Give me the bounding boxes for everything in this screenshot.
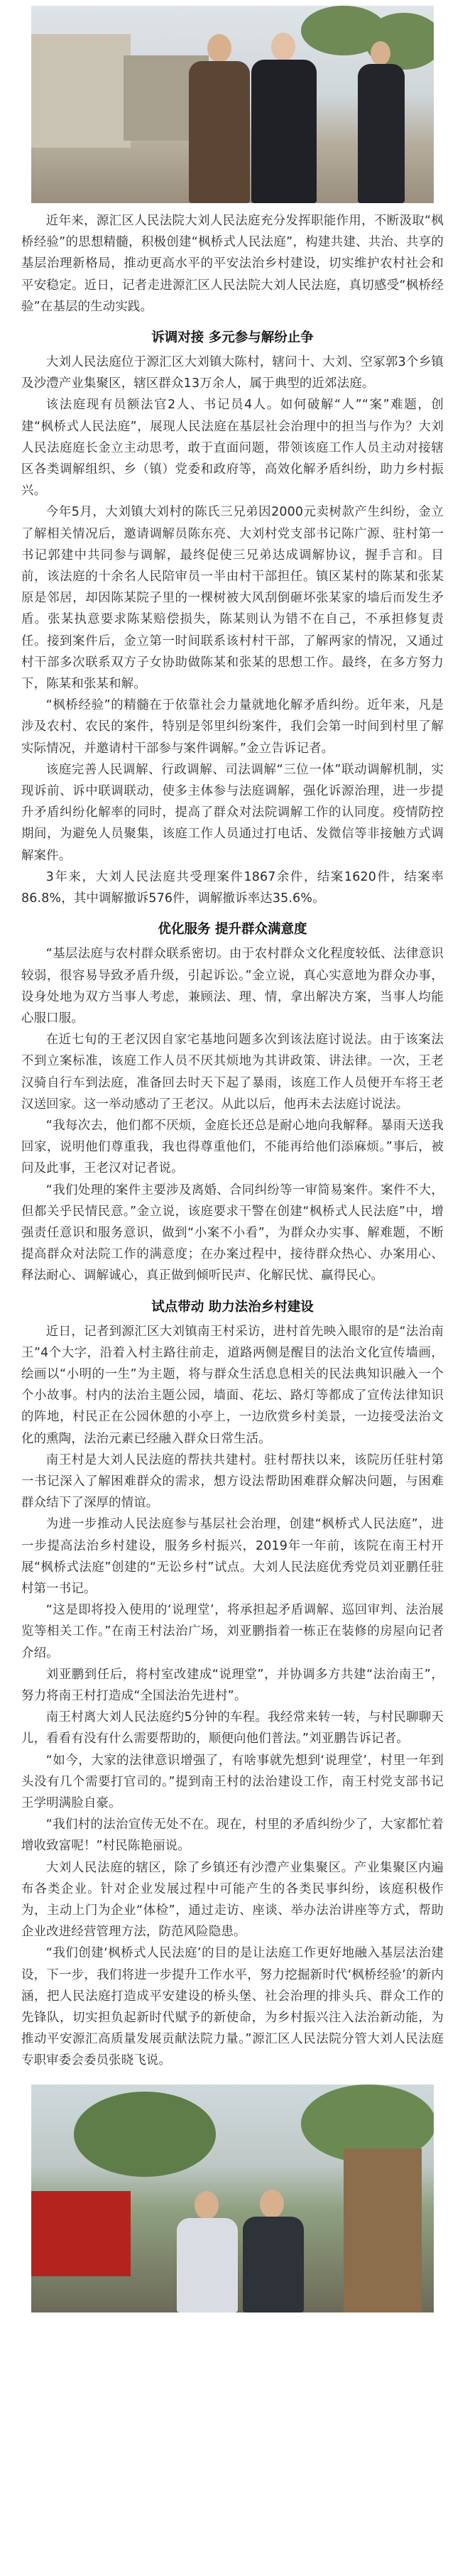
bottom-photo xyxy=(31,2085,434,2313)
paragraph: “我们创建‘枫桥式人民法庭’的目的是让法庭工作更好地融入基层法治建设，下一步，我们将进一步提升工作水平，努力挖掘新时代‘枫桥经验’的新内涵，把人民法庭打造成平安建设的桥头堡、社会治理的排头兵、群众工作的先锋队，切实担负起新时代赋予的新使命，为乡村振兴注入法治新动能，为推动平安源汇高质量发展贡献法院力量。”源汇区人民法院分管大刘人民法庭专职审委会委员张晓飞说。 xyxy=(21,1946,444,2068)
paragraph: “我们村的法治宣传无处不在。现在，村里的矛盾纠纷少了，大家都忙着增收致富呢！”村民陈艳丽说。 xyxy=(21,1817,444,1854)
paragraph: 大刘人民法庭的辖区，除了乡镇还有沙澧产业集聚区。产业集聚区内遍布各类企业。针对企业发展过程中可能产生的各类民事纠纷，该庭积极作为，主动上门为企业“体检”，通过走访、座谈、举办法治讲座等方式，帮助企业改进经营管理方法，防范风险隐患。 xyxy=(21,1860,444,1940)
top-photo xyxy=(31,6,434,203)
paragraph: 在近七旬的王老汉因自家宅基地问题多次到该法庭讨说法。由于该案法不到立案标准，该庭工作人员不厌其烦地为其讲政策、讲法律。一次，王老汉骑自行车到法庭，准备回去时天下起了暴雨，该庭工作人员便开车将王老汉送回家。这一举动感动了王老汉。从此以后，他再未去法庭讨说法。 xyxy=(21,1033,444,1112)
article-page xyxy=(0,6,465,2576)
paragraph: 刘亚鹏到任后，将村室改建成“说理堂”，并协调多方共建“法治南王”，努力将南王村打造成“全国法治先进村”。 xyxy=(21,1667,444,1703)
paragraph: 该庭完善人民调解、行政调解、司法调解“三位一体”联动调解机制，实现诉前、诉中联调联动，使多主体参与法庭调解，强化诉源治理，进一步提升矛盾纠纷化解率的同时，提高了群众对法院调解工作的认同度。疫情防控期间，为避免人员聚集，该庭工作人员通过打电话、发微信等非接触方式调解案件。 xyxy=(21,762,444,863)
paragraph: 南王村离大刘人民法庭约5分钟的车程。我经常来转一转，与村民聊聊天儿，看看有没有什么需要帮助的，顺便向他们普法。”刘亚鹏告诉记者。 xyxy=(21,1710,444,1746)
paragraph: “枫桥经验”的精髓在于依靠社会力量就地化解矛盾纠纷。近年来，凡是涉及农村、农民的案件，特别是邻里纠纷案件，我们会第一时间到村里了解实际情况，并邀请村干部参与案件调解。”金立告诉记者。 xyxy=(21,698,444,756)
paragraph: 南王村是大刘人民法庭的帮扶共建村。驻村帮扶以来，该院历任驻村第一书记深入了解困难群众的需求，想方设法帮助困难群众解决问题，与困难群众结下了深厚的情谊。 xyxy=(21,1452,444,1511)
paragraph: “如今，大家的法律意识增强了，有啥事就先想到‘说理堂’，村里一年到头没有几个需要打官司的。”提到南王村的法治建设工作，南王村党支部书记王学明满脸自豪。 xyxy=(21,1753,444,1811)
paragraph: 今年5月，大刘镇大刘村的陈氏三兄弟因2000元卖树款产生纠纷，金立了解相关情况后，邀请调解员陈东亮、大刘村党支部书记陈广源、驻村第一书记郭建中共同参与调解，最终促使三兄弟达成调解协议，握手言和。目前，该法庭的十余名人民陪审员一半由村干部担任。镇区某村的陈某和张某原是邻居，却因陈某院子里的一棵树被大风刮倒砸坏张某家的墙后而发生矛盾。张某执意要求陈某赔偿损失，陈某则认为错不在自己，不承担修复责任。接到案件后，金立第一时间联系该村村干部，了解两家的情况，又通过村干部多次联系双方子女协助做陈某和张某的思想工作。最终，在多方努力下，陈某和张某和解。 xyxy=(21,505,444,692)
paragraph: 近日，记者到源汇区大刘镇南王村采访，进村首先映入眼帘的是“法治南王”4个大字，沿着入村主路往前走，道路两侧是醒目的法治文化宣传墙画，绘画以“小明的一生”为主题，将与群众生活息息相关的民法典知识融入一个个小故事。村内的法治主题公园，墙面、花坛、路灯等都成了宣传法律知识的阵地，村民正在公园休憩的小亭上，一边欣赏乡村美景，一边接受法治文化的熏陶，法治元素已经融入群众日常生活。 xyxy=(21,1324,444,1446)
paragraph: 3年来，大刘人民法庭共受理案件1867余件，结案1620件，结案率86.8%，其中调解撤诉576件，调解撤诉率达35.6%。 xyxy=(21,869,444,906)
paragraph: 该法庭现有员额法官2人、书记员4人。如何破解“人”“案”难题，创建“枫桥式人民法庭”，展现人民法庭在基层社会治理中的担当与作为？大刘人民法庭庭长金立主动思考，敢于直面问题，带领该庭工作人员主动对接辖区各类调解组织、乡（镇）党委和政府等，高效化解矛盾纠纷，助力乡村振兴。 xyxy=(21,398,444,499)
section-heading: 诉调对接 多元参与解纷止争 xyxy=(151,330,314,346)
paragraph: “我们处理的案件主要涉及离婚、合同纠纷等一审简易案件。案件不大，但都关乎民情民意。”金立说，该庭要求干警在创建“枫桥式人民法庭”中，增强责任意识和服务意识，做到“小案不小看”，为群众办实事、解难题，不断提高群众对法院工作的满意度；在办案过程中，接待群众热心、办案用心、释法耐心、调解诚心，真正做到倾听民声、化解民忧、赢得民心。 xyxy=(21,1183,444,1283)
paragraph: “这是即将投入使用的‘说理堂’，将承担起矛盾调解、巡回审判、法治展览等相关工作。”在南王村法治广场，刘亚鹏指着一栋正在装修的房屋向记者介绍。 xyxy=(21,1603,444,1661)
paragraph: 近年来，源汇区人民法院大刘人民法庭充分发挥职能作用，不断汲取“枫桥经验”的思想精髓，积极创建“枫桥式人民法庭”，构建共建、共治、共享的基层治理新格局，推动更高水平的平安法治乡村建设，切实维护农村社会和平安稳定。近日，记者走进源汇区人民法院大刘人民法庭，真切感受“枫桥经验”在基层的生动实践。 xyxy=(21,214,444,314)
paragraph: 为进一步推动人民法庭参与基层社会治理，创建“枫桥式人民法庭”，进一步提高法治乡村建设，服务乡村振兴，2019年一年前，该院在南王村开展“枫桥式法庭”创建的“无讼乡村”试点。大刘人民法庭优秀党员刘亚鹏任驻村第一书记。 xyxy=(21,1517,444,1596)
paragraph: “我每次去，他们都不厌烦，金庭长还总是耐心地向我解释。暴雨天送我回家，说明他们尊重我，我也得尊重他们，不能再给他们添麻烦。”事后，被问及此事，王老汉对记者说。 xyxy=(21,1118,444,1176)
paragraph: 大刘人民法庭位于源汇区大刘镇大陈村，辖问十、大刘、空冢郭3个乡镇及沙澧产业集聚区，辖区群众13万余人，属于典型的近郊法庭。 xyxy=(21,355,444,391)
section-heading: 试点带动 助力法治乡村建设 xyxy=(151,1299,314,1315)
article-body xyxy=(0,210,465,2072)
section-heading: 优化服务 提升群众满意度 xyxy=(158,922,307,938)
paragraph: “基层法庭与农村群众联系密切。由于农村群众文化程度较低、法律意识较弱，很容易导致矛盾升级，引起诉讼。”金立说，真心实意地为群众办事，设身处地为双方当事人考虑，兼顾法、理、情，拿出解决方案，当事人均能心服口服。 xyxy=(21,947,444,1026)
